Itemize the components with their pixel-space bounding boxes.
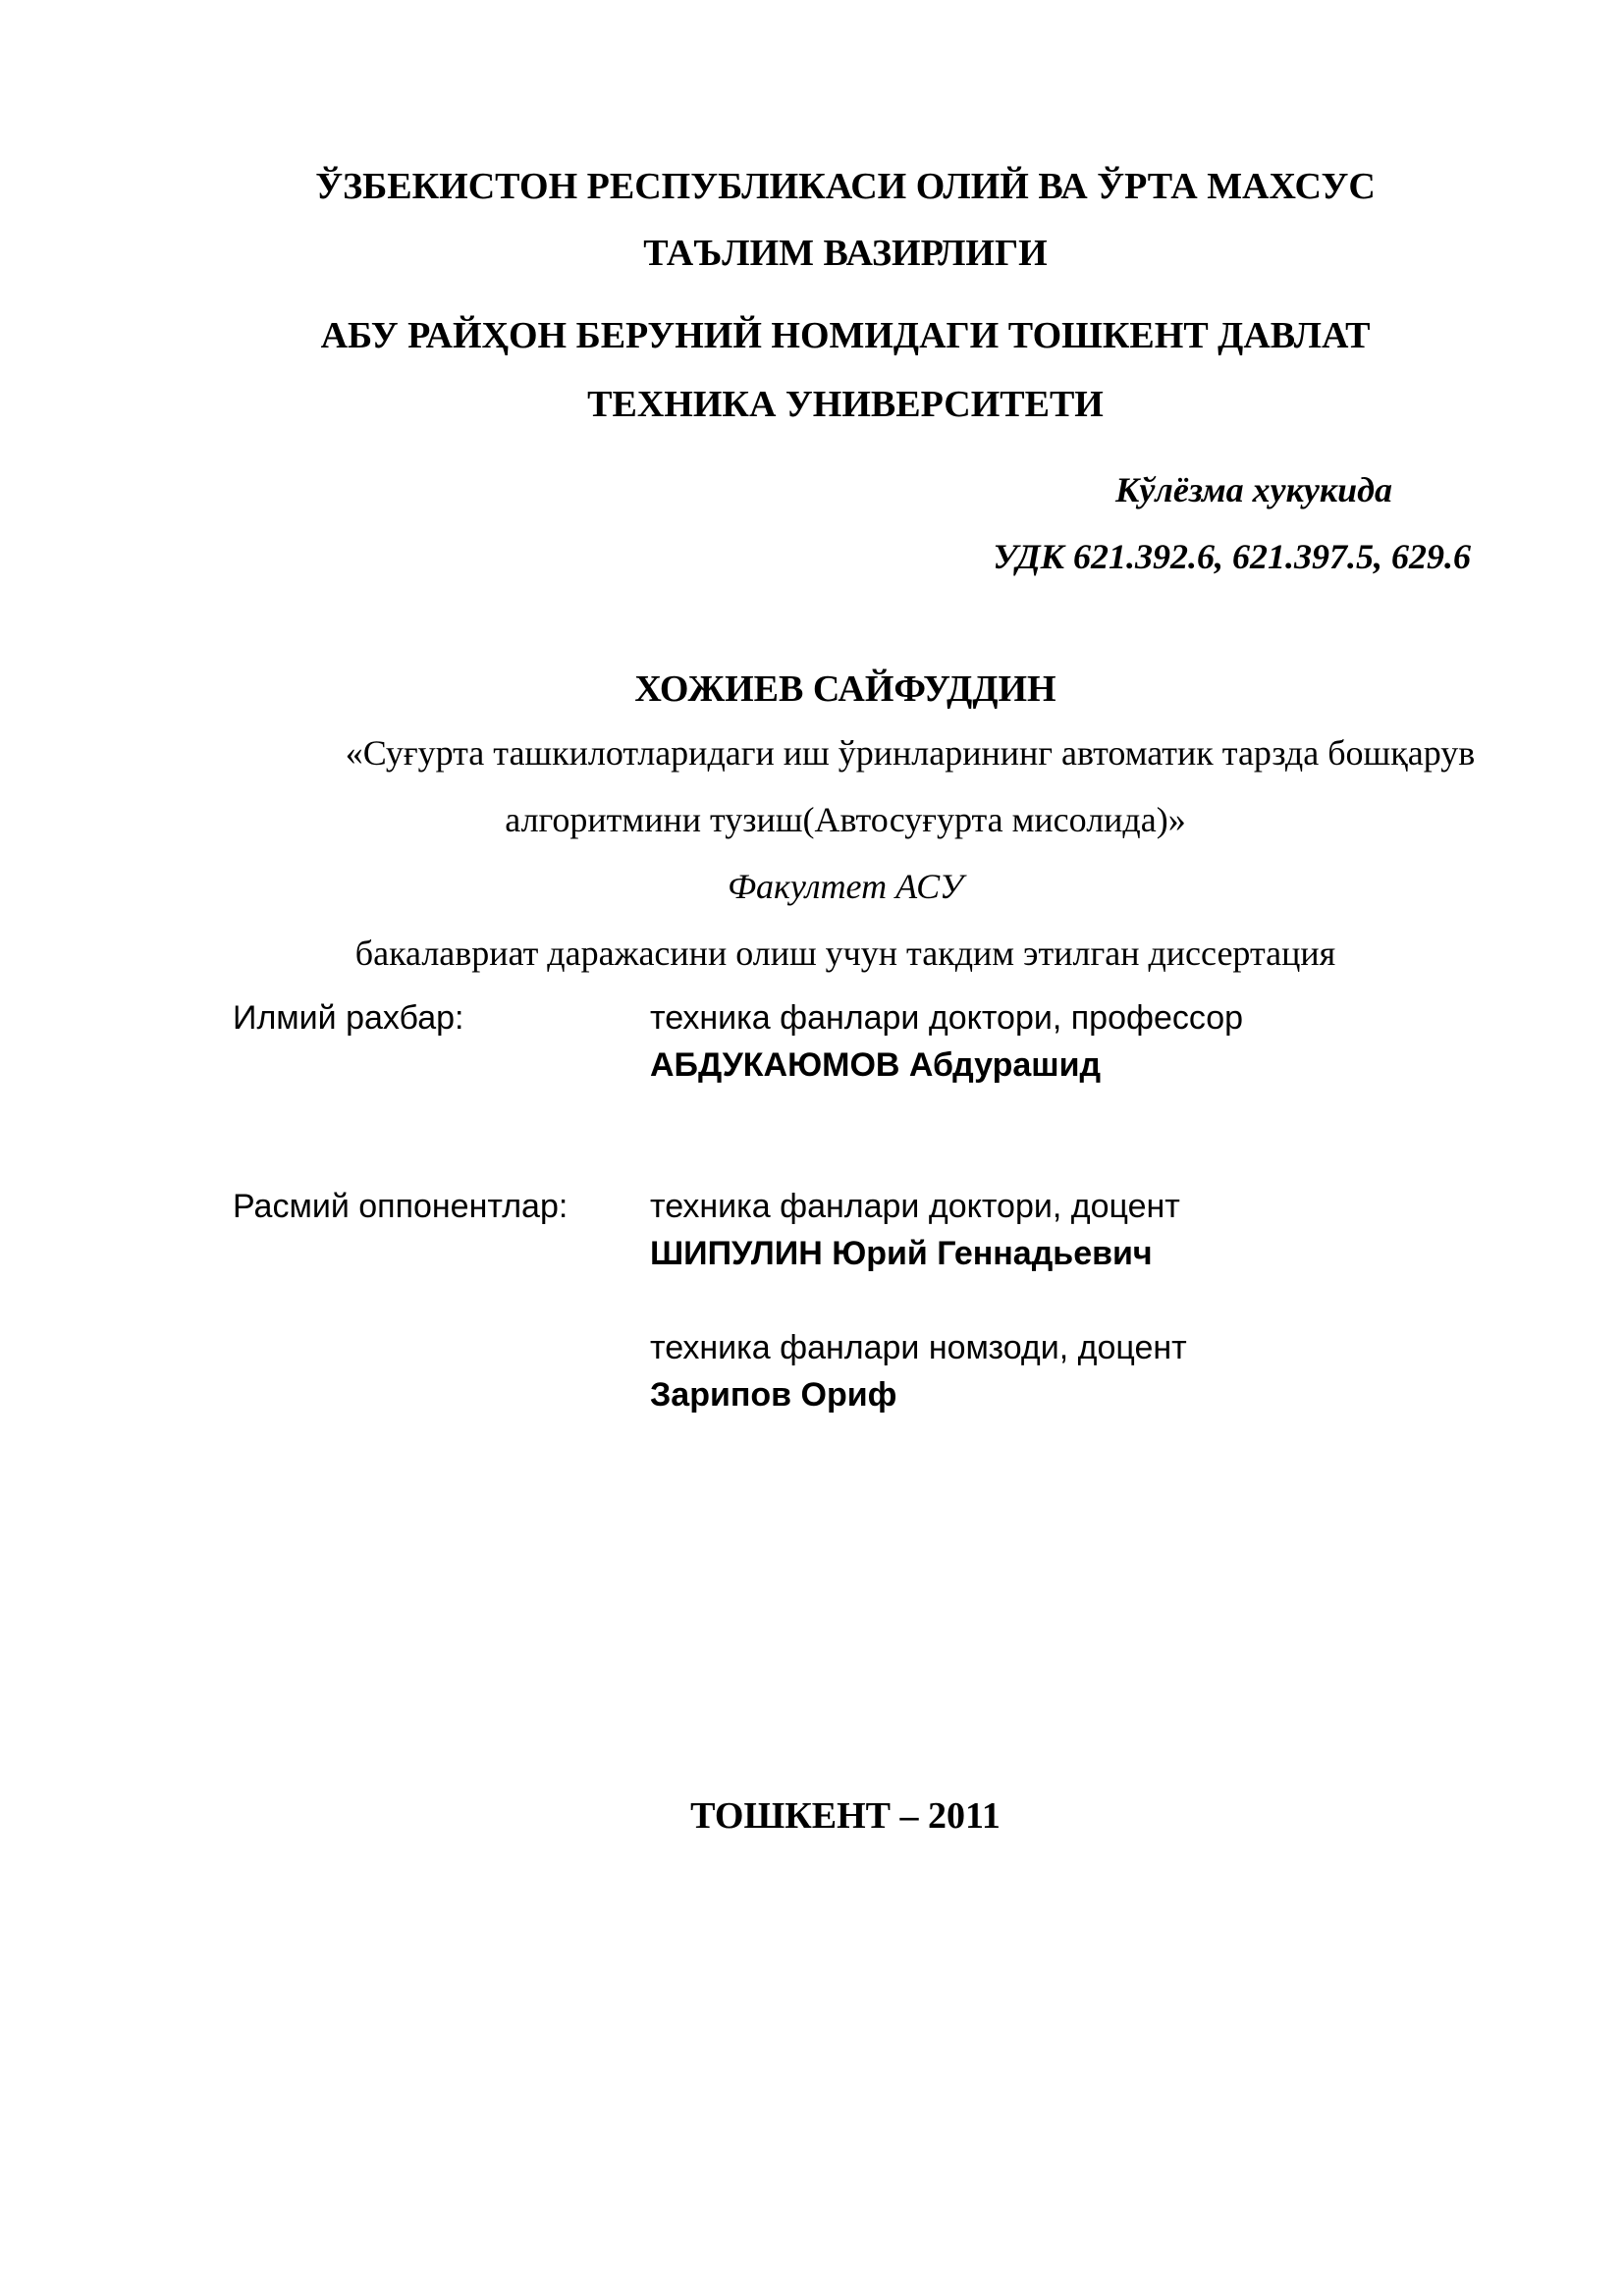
opponent-name: Зарипов Ориф — [650, 1376, 897, 1414]
opponents-label: Расмий оппонентлар: — [233, 1188, 568, 1225]
udc-code: УДК 621.392.6, 621.397.5, 629.6 — [993, 537, 1471, 576]
degree-note: бакалавриат даражасини олиш учун такдим этилган диссертация — [354, 934, 1336, 973]
faculty-name: Факултет АСУ — [728, 867, 963, 906]
thesis-title-line-2: алгоритмини тузиш(Автосуғурта мисолида)» — [505, 800, 1186, 839]
university-name-line-1: АБУ РАЙҲОН БЕРУНИЙ НОМИДАГИ ТОШКЕНТ ДАВЛАТ — [320, 315, 1371, 356]
supervisor-name: АБДУКАЮМОВ Абдурашид — [650, 1046, 1102, 1084]
ministry-name-line-1: ЎЗБЕКИСТОН РЕСПУБЛИКАСИ ОЛИЙ ВА ЎРТА МАХСУС — [315, 166, 1376, 207]
opponent-name: ШИПУЛИН Юрий Геннадьевич — [650, 1235, 1153, 1272]
city-year: ТОШКЕНТ – 2011 — [690, 1795, 1001, 1837]
supervisor-label: Илмий рахбар: — [233, 999, 464, 1037]
supervisor-title: техника фанлари доктори, профессор — [650, 999, 1244, 1037]
opponent-title: техника фанлари номзоди, доцент — [650, 1329, 1187, 1366]
ministry-name-line-2: ТАЪЛИМ ВАЗИРЛИГИ — [643, 233, 1048, 274]
thesis-title-line-1: «Суғурта ташкилотларидаги иш ўринларининг автоматик тарзда бошқарув — [345, 733, 1476, 773]
author-name: ХОЖИЕВ САЙФУДДИН — [634, 668, 1056, 710]
university-name-line-2: ТЕХНИКА УНИВЕРСИТЕТИ — [587, 384, 1104, 425]
opponent-title: техника фанлари доктори, доцент — [650, 1188, 1180, 1225]
manuscript-rights-note: Кўлёзма хукукида — [1115, 470, 1392, 509]
